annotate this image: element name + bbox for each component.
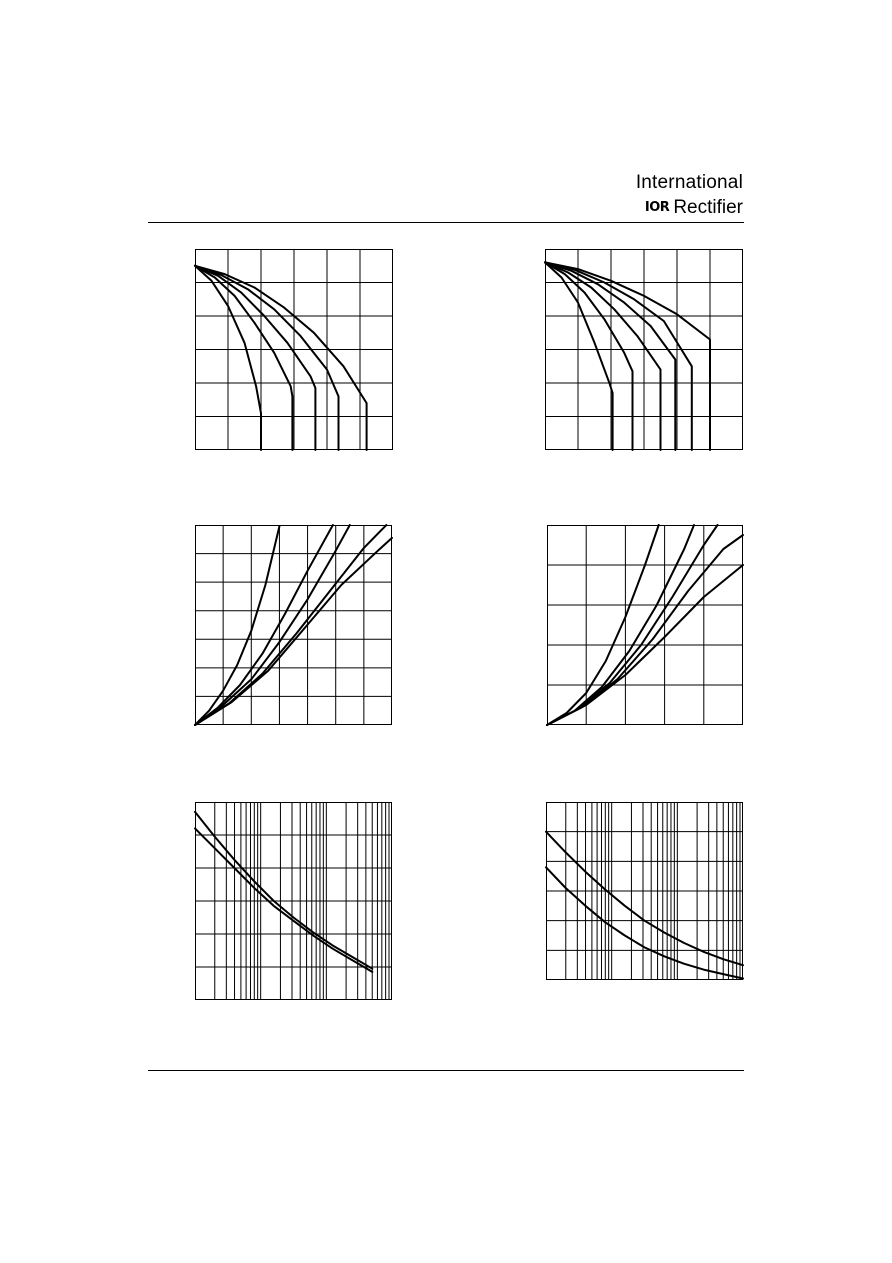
chart-1 <box>195 249 393 450</box>
chart-3 <box>195 525 392 725</box>
chart-2-series-3 <box>545 262 661 450</box>
chart-6-series-1 <box>546 832 743 966</box>
chart-3-series-2 <box>195 525 333 725</box>
ior-logo-mark: IOR <box>644 200 670 215</box>
chart-2-series-5 <box>545 262 692 450</box>
chart-2-plot <box>545 249 743 450</box>
chart-1-grid <box>195 249 393 450</box>
chart-6-plot <box>546 802 743 980</box>
chart-2 <box>545 249 743 450</box>
chart-5-plot <box>195 802 392 1000</box>
chart-1-series-4 <box>195 266 339 450</box>
brand-line2-row <box>645 197 743 219</box>
chart-6-grid <box>546 802 743 980</box>
chart-4-series-2 <box>547 525 694 725</box>
chart-4-series-1 <box>547 525 659 725</box>
chart-3-frame <box>196 526 392 725</box>
chart-4-series-3 <box>547 525 718 725</box>
chart-1-series-2 <box>195 266 292 450</box>
chart-2-series-4 <box>545 262 675 450</box>
chart-3-series-5 <box>195 538 392 725</box>
chart-4-plot <box>547 525 743 725</box>
brand-name-line1: International <box>635 172 743 193</box>
chart-6-series-2 <box>546 867 743 978</box>
chart-4 <box>547 525 743 725</box>
chart-6 <box>546 802 743 980</box>
chart-3-grid <box>195 525 392 725</box>
chart-3-plot <box>195 525 392 725</box>
chart-1-series-3 <box>195 266 315 450</box>
header-rule <box>148 222 744 223</box>
chart-1-plot <box>195 249 393 450</box>
chart-5-grid <box>195 802 392 1000</box>
chart-2-grid <box>545 249 743 450</box>
brand-name-line2: Rectifier <box>673 197 743 218</box>
footer-rule <box>148 1070 744 1071</box>
chart-2-series-1 <box>545 262 613 450</box>
chart-5 <box>195 802 392 1000</box>
